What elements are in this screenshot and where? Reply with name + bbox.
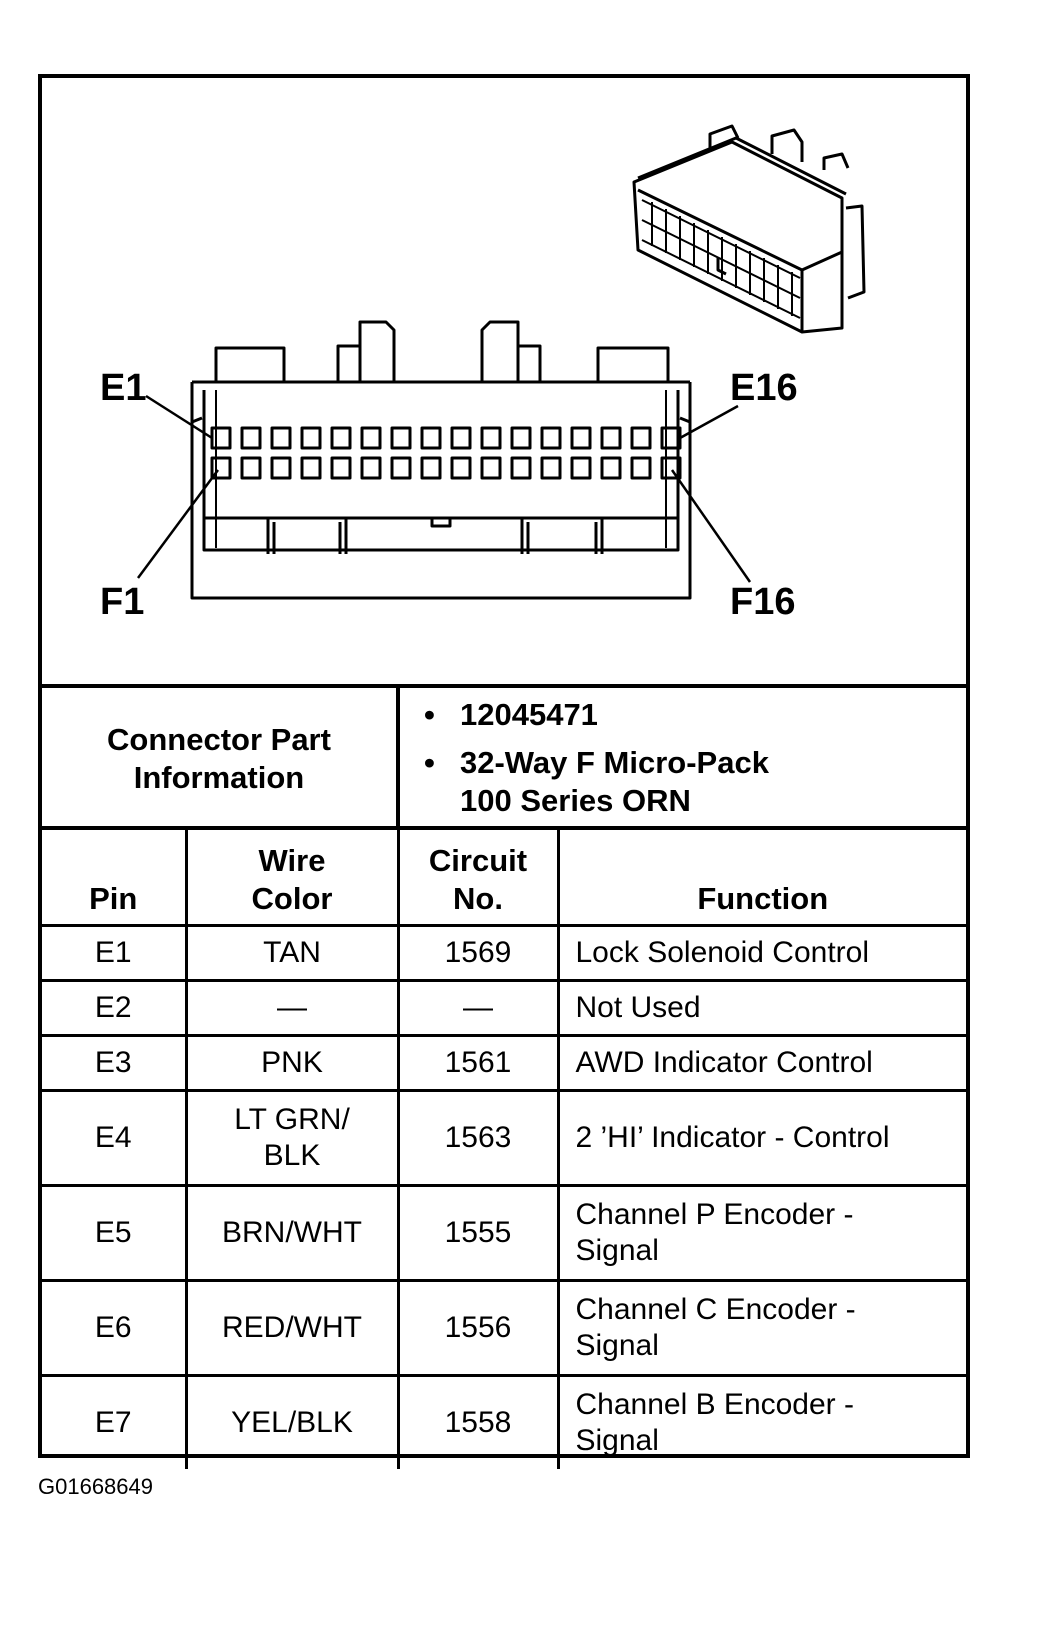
cell-pin: E5 [42,1186,186,1281]
cell-function: Channel B Encoder - Signal [558,1376,966,1470]
cell-wire-color: RED/WHT [186,1281,398,1376]
connector-face [192,322,690,598]
header-function: Function [558,828,966,926]
cell-circuit: 1558 [398,1376,558,1470]
connector-drawing [42,78,966,684]
description-row [414,744,954,820]
table-row [42,1376,966,1470]
connector-info-label-line1: Connector Part [107,722,331,757]
pin-label-f1: F1 [100,581,145,623]
connector-part-info [42,684,966,830]
leader-lines [138,396,750,582]
cell-pin: E6 [42,1281,186,1376]
cell-wire-color: LT GRN/ BLK [186,1091,398,1186]
table-row [42,926,966,981]
cell-pin: E1 [42,926,186,981]
cell-circuit: 1569 [398,926,558,981]
header-pin: Pin [42,828,186,926]
table-row [42,1186,966,1281]
pin-label-e1: E1 [100,367,147,409]
cell-function: Channel C Encoder - Signal [558,1281,966,1376]
pin-label-f16: F16 [730,581,796,623]
cell-wire-color: PNK [186,1036,398,1091]
cell-wire-color: YEL/BLK [186,1376,398,1470]
bullet-icon: • [424,745,435,780]
table-header-row [42,828,966,926]
cell-function: Channel P Encoder - Signal [558,1186,966,1281]
cell-pin: E4 [42,1091,186,1186]
table-row [42,1091,966,1186]
connector-3d-icon [634,126,864,332]
cell-wire-color: BRN/WHT [186,1186,398,1281]
table-row [42,1036,966,1091]
cell-circuit: 1556 [398,1281,558,1376]
cell-circuit: — [398,981,558,1036]
cell-wire-color: TAN [186,926,398,981]
cell-function: 2 ’HI’ Indicator - Control [558,1091,966,1186]
cell-circuit: 1555 [398,1186,558,1281]
cell-function: Not Used [558,981,966,1036]
connector-info-label [42,688,400,830]
connector-info-details [414,696,954,830]
cell-function: Lock Solenoid Control [558,926,966,981]
pin-row-e [212,428,680,448]
connector-diagram [42,78,966,684]
cell-pin: E3 [42,1036,186,1091]
header-wire-color: Wire Color [186,828,398,926]
cell-circuit: 1561 [398,1036,558,1091]
description-line2: 100 Series ORN [460,783,691,818]
cell-pin: E7 [42,1376,186,1470]
part-number: 12045471 [460,697,598,732]
cell-function: AWD Indicator Control [558,1036,966,1091]
diagram-frame [38,74,970,1458]
pin-label-e16: E16 [730,367,798,409]
connector-info-label-line2: Information [133,760,305,795]
cell-pin: E2 [42,981,186,1036]
figure-id: G01668649 [38,1474,153,1499]
cell-circuit: 1563 [398,1091,558,1186]
table-row [42,1281,966,1376]
pin-table [42,826,966,1469]
header-circuit-no: Circuit No. [398,828,558,926]
part-number-row [414,696,954,734]
description-line1: 32-Way F Micro-Pack [460,745,769,780]
pin-row-f [212,458,680,478]
bullet-icon: • [424,697,435,732]
table-row [42,981,966,1036]
cell-wire-color: — [186,981,398,1036]
